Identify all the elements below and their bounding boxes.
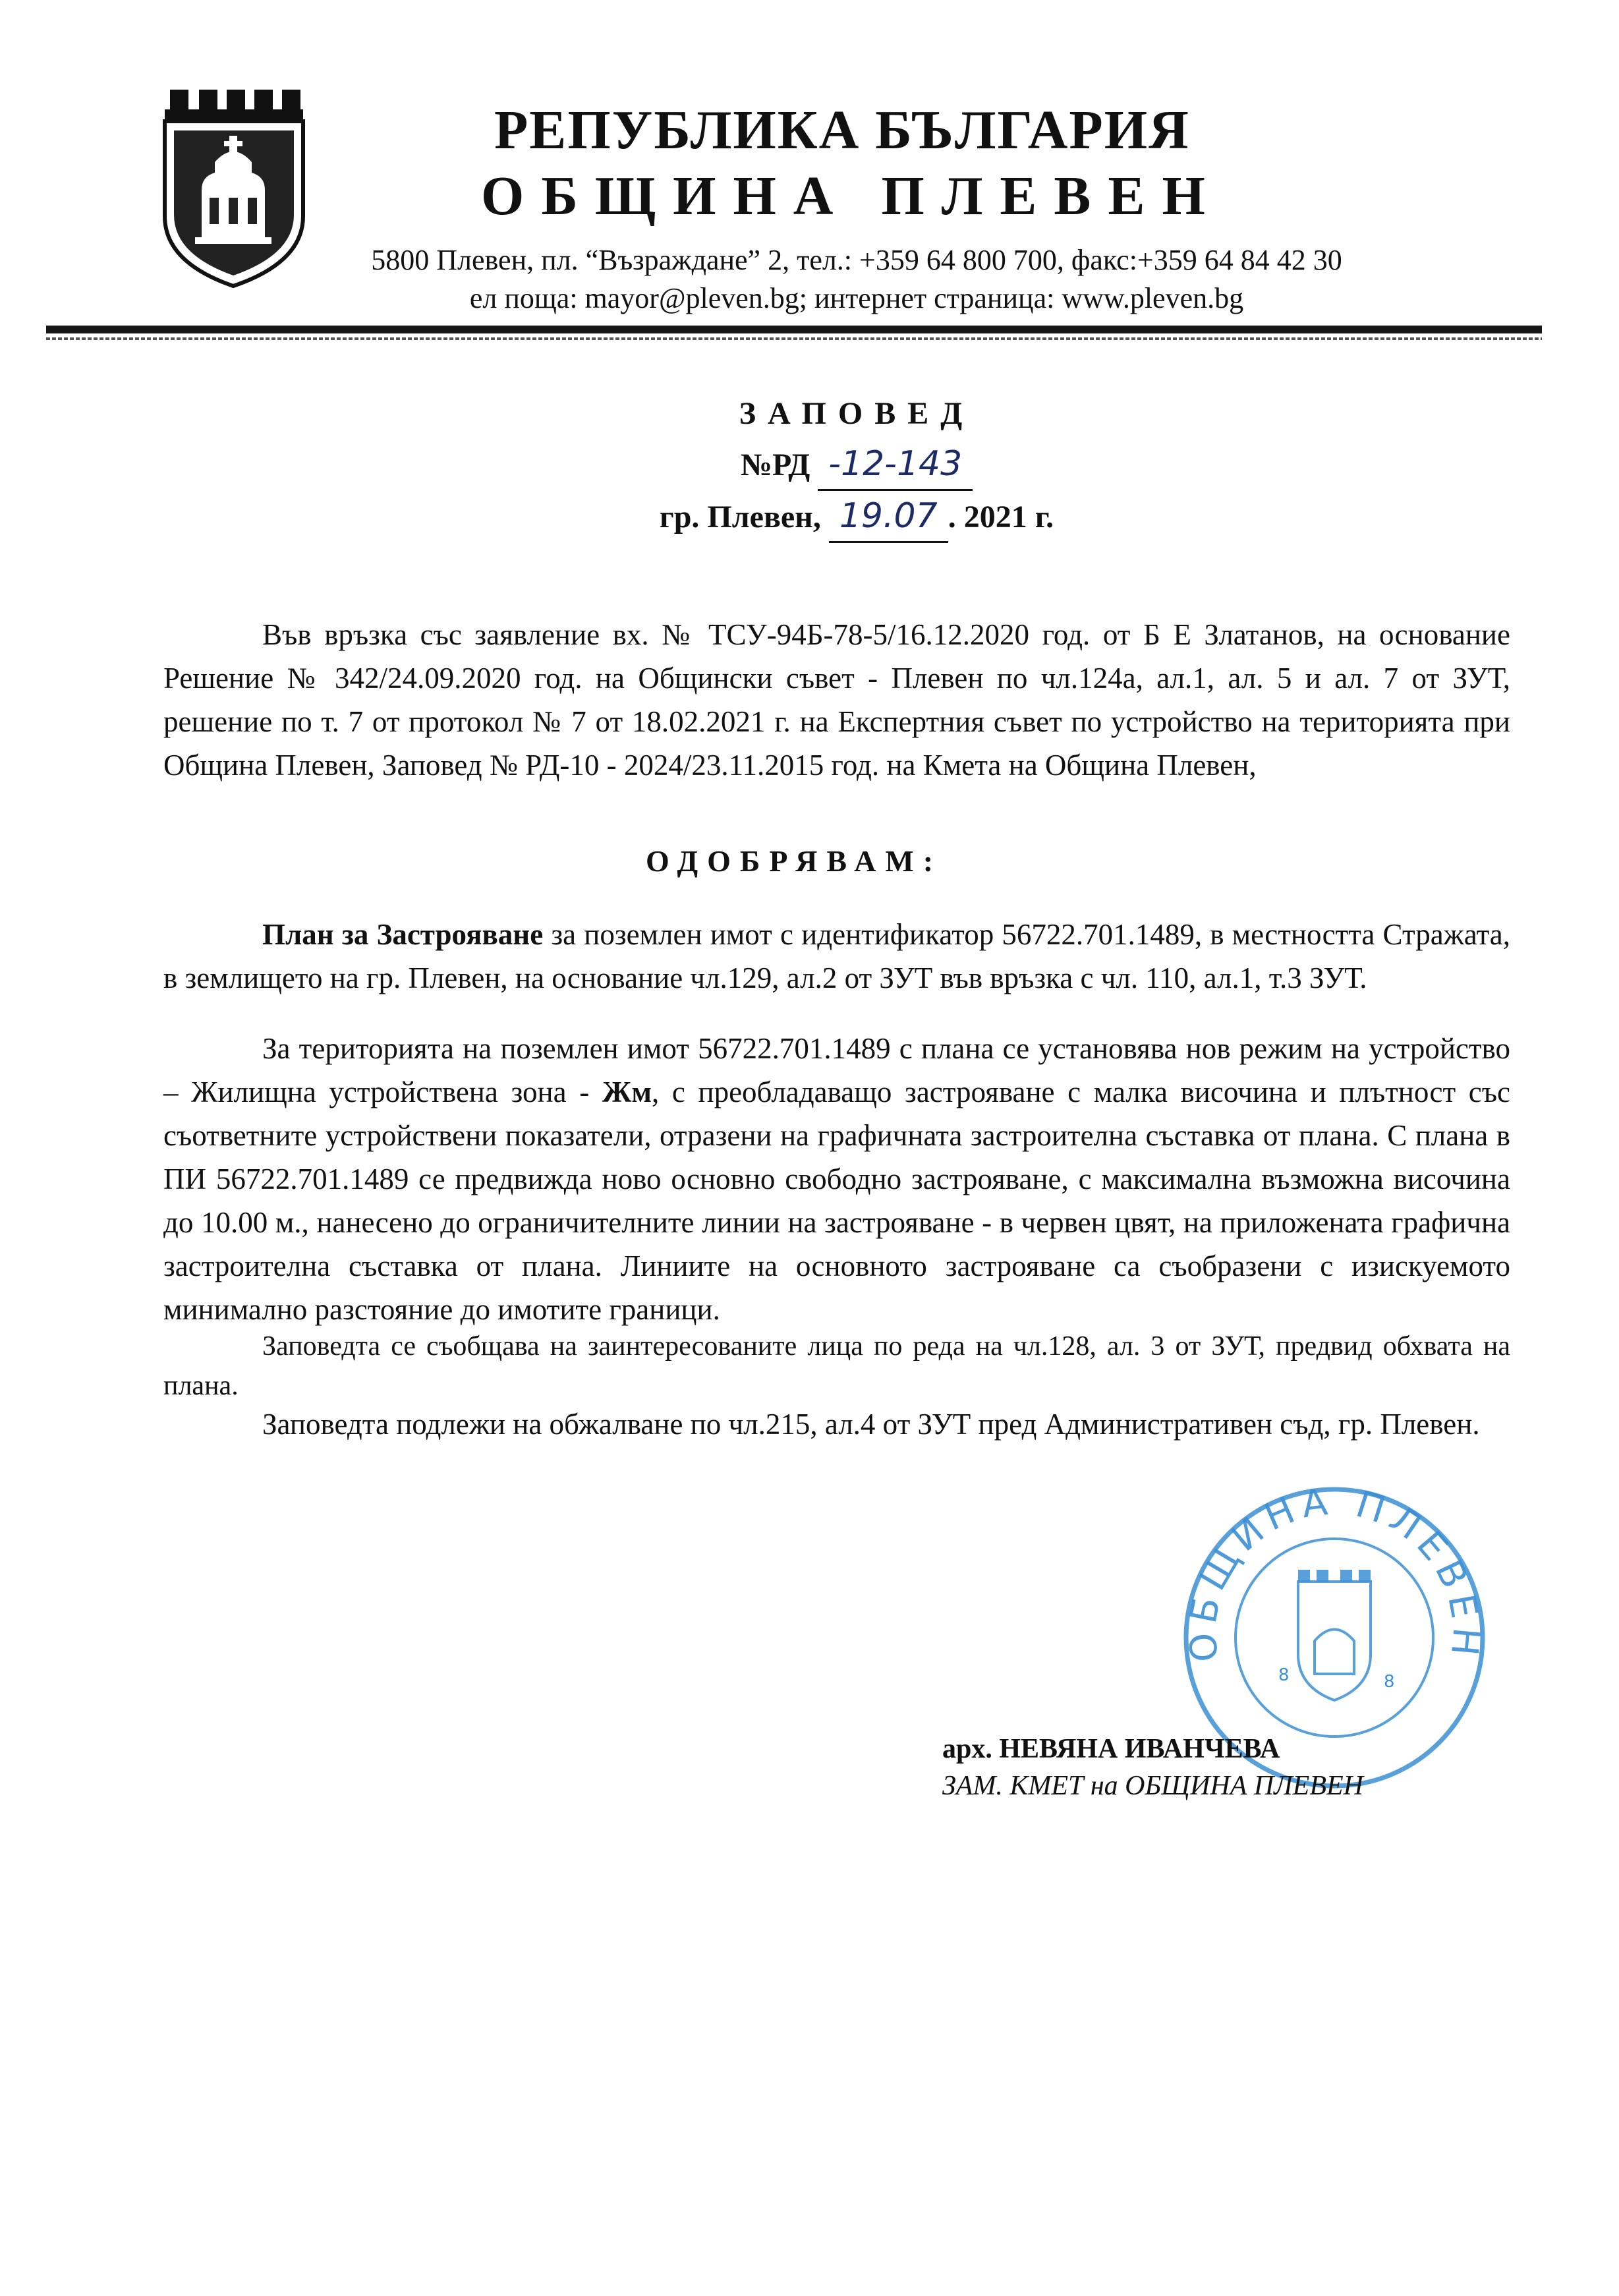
order-number-handwritten: -12-143 — [818, 439, 973, 491]
stamp-text: ОБЩИНА ПЛЕВЕН — [1181, 1483, 1488, 1664]
territory-paragraph — [163, 1027, 1510, 1331]
stamp-digit-left: 8 — [1278, 1665, 1290, 1685]
order-year: . 2021 г. — [948, 500, 1054, 534]
order-place: гр. Плевен, — [659, 500, 821, 534]
order-number-prefix: №РД — [740, 447, 810, 482]
plan-paragraph — [163, 913, 1510, 1000]
order-date — [461, 491, 1252, 543]
signature-block — [942, 1731, 1363, 1804]
order-title: ЗАПОВЕД — [739, 396, 975, 431]
letterhead-title — [435, 98, 1423, 229]
letterhead-divider-thin — [46, 337, 1542, 340]
territory-text-b: , с преобладаващо застрояване с малка височина и плътност със съответните устройствени показатели, отразени на графичната застроителна съставка от плана. С плана в ПИ 56722.701.1489 се предвижда ново основно свободно застрояване, с максимална възможна височина до 10.00 м., нанесено до ограничителните линии на застрояване - в червен цвят, на приложената графична застроителна съставка от плана. Линиите на основното застрояване са съобразени с изискуемото минимално разстояние до имотите граници. — [163, 1076, 1511, 1326]
letterhead-divider — [46, 326, 1542, 333]
plan-keyword: План за Застрояване — [262, 918, 544, 951]
letterhead-contact — [323, 241, 1390, 318]
contact-email-web: ел поща: mayor@pleven.bg; интернет страница: www.pleven.bg — [469, 282, 1244, 314]
municipality-name: ОБЩИНА ПЛЕВЕН — [481, 165, 1222, 227]
contact-address-phone: 5800 Плевен, пл. “Възраждане” 2, тел.: +359 64 800 700, факс:+359 64 84 42 30 — [371, 244, 1342, 276]
signatory-title: ЗАМ. КМЕТ на ОБЩИНА ПЛЕВЕН — [942, 1771, 1363, 1801]
stamp-digit-right: 8 — [1384, 1672, 1395, 1692]
approve-heading: ОДОБРЯВАМ: — [646, 844, 943, 878]
intro-paragraph: Във връзка със заявление вх. № ТСУ-94Б-78-5/16.12.2020 год. от Б Е Златанов, на основание Решение № 342/24.09.2020 год. на Общински съвет - Плевен по чл.124а, ал.1, ал. 5 и ал. 7 от ЗУТ, решение по т. 7 от протокол № 7 от 18.02.2021 г. на Експертния съвет по устройство на територията при Община Плевен, Заповед № РД-10 - 2024/23.11.2015 год. на Кмета на Община Плевен, — [163, 618, 1510, 782]
zone-code: Жм — [602, 1076, 652, 1108]
notice-paragraph: Заповедта се съобщава на заинтересованите лица по реда на чл.128, ал. 3 от ЗУТ, предвид обхвата на плана. — [163, 1331, 1510, 1401]
municipality-crest-icon — [156, 84, 311, 291]
order-header — [461, 389, 1252, 543]
country-name: РЕПУБЛИКА БЪЛГАРИЯ — [494, 100, 1190, 161]
order-date-handwritten: 19.07 — [829, 491, 948, 543]
signatory-name: арх. НЕВЯНА ИВАНЧЕВА — [942, 1734, 1280, 1764]
appeal-paragraph: Заповедта подлежи на обжалване по чл.215, ал.4 от ЗУТ пред Административен съд, гр. Плевен. — [262, 1408, 1480, 1441]
territory-text-a: За територията на поземлен имот 56722.701.1489 с плана се установява нов режим на устройство – Жилищна устройствена зона - — [163, 1032, 1510, 1108]
order-number — [461, 439, 1252, 491]
plan-text: за поземлен имот с идентификатор 56722.701.1489, в местността Стражата, в землището на гр. Плевен, на основание чл.129, ал.2 от ЗУТ във връзка с чл. 110, ал.1, т.3 ЗУТ. — [163, 918, 1511, 994]
